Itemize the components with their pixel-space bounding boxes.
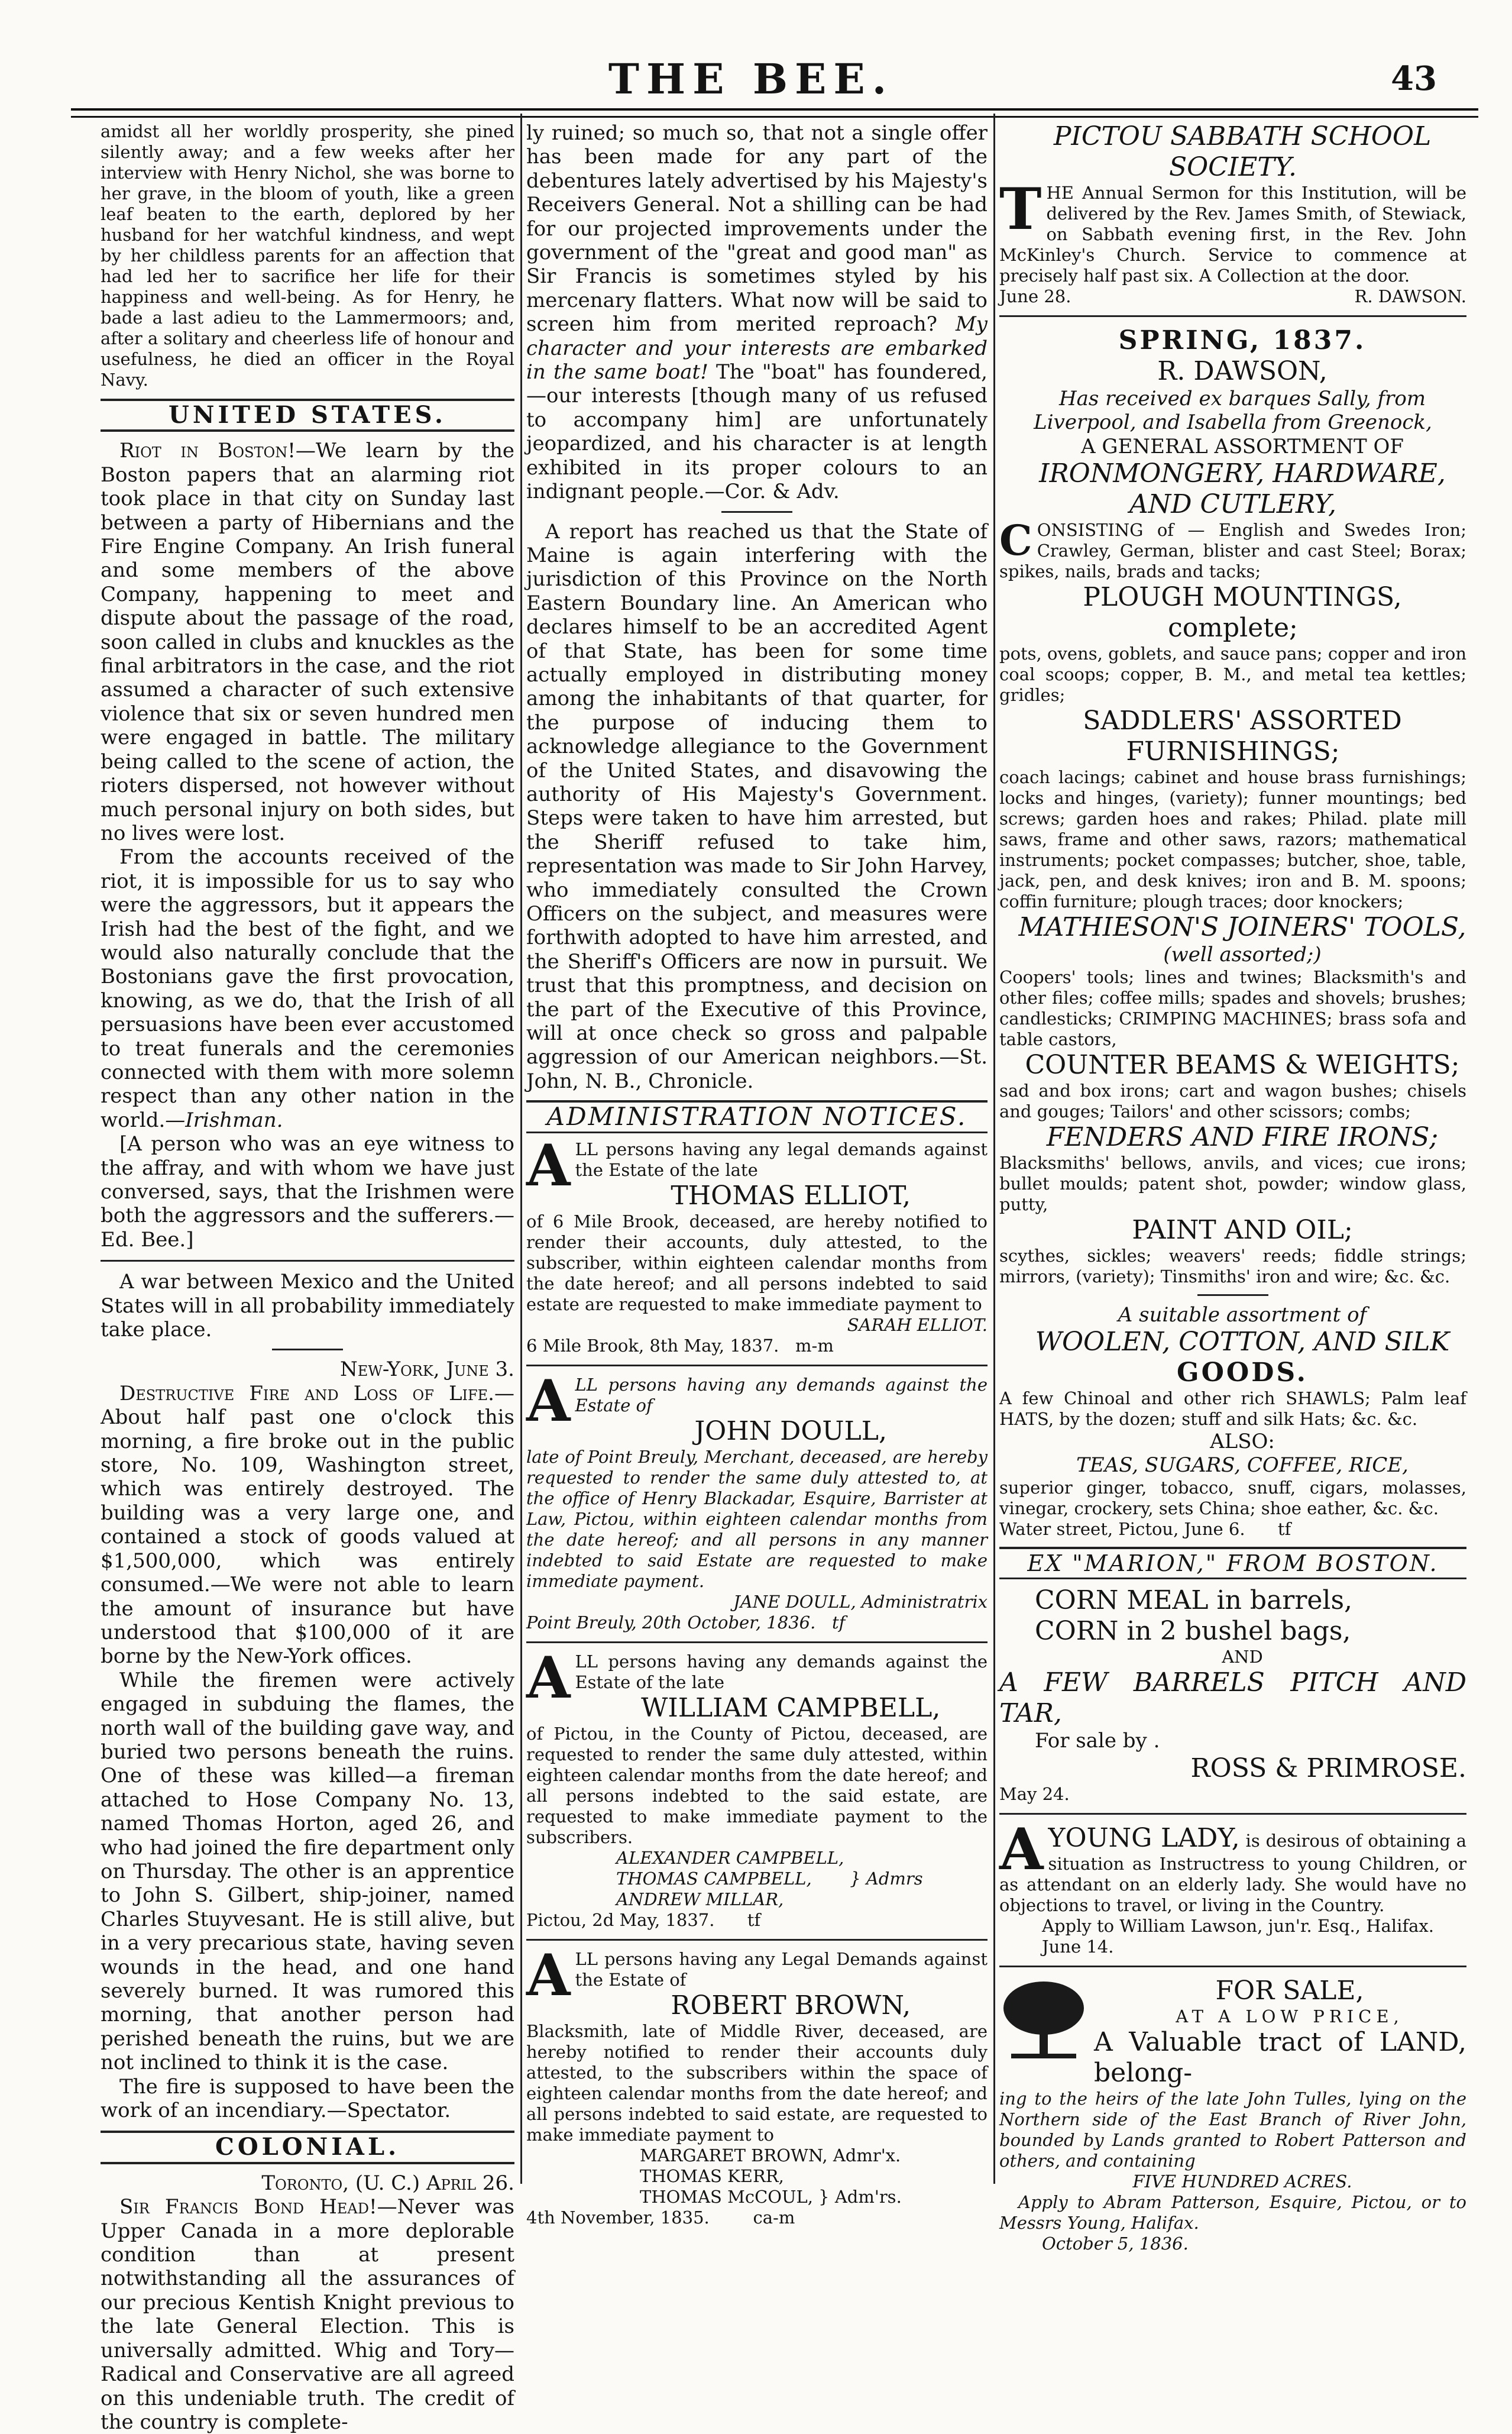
goods-heading: GOODS.	[1177, 1357, 1308, 1388]
fire-article	[101, 1382, 514, 1669]
tree-icon	[999, 1976, 1088, 2064]
for-sale-apply: Apply to Abram Patterson, Esquire, Pictou, or to Messrs Young, Halifax.	[999, 2191, 1466, 2233]
notice-body: of Pictou, in the County of Pictou, deceased, are requested to render the same duly attested, within eighteen calendar months from the date hereof; and all persons indebted to the said estate, are requested to make immediate payment to the subscribers.	[526, 1723, 988, 1847]
page-number: 43	[1391, 59, 1437, 98]
for-sale-lead: A Valuable tract of LAND, belong-	[1094, 2026, 1466, 2088]
divider	[272, 1349, 343, 1350]
acres: FIVE HUNDRED ACRES.	[1132, 2171, 1352, 2191]
deceased-name: ROBERT BROWN,	[671, 1990, 911, 2021]
maine-article: A report has reached us that the State of Maine is again interfering with the jurisdiction of this Province on the North Eastern Boundary line. An American who declares himself to be an accredited Agent of that State, has been for some time actually employed in distributing money among the inhabitants of that quarter, for the purpose of inducing them to acknowledge allegiance to the Government of the United States, and disavowing the authority of His Majesty's Government. Steps were taken to have him arrested, but the Sheriff refused to take him, representation was made to Sir John Harvey, who immediately consulted the Crown Officers on the subject, and measures were forthwith adopted to have him arrested, and the Sheriff's Officers are now in pursuit. We trust that this promptness, and decision on the part of the Executive of this Province, will at once check so gross and palpable aggression of our American neighbors.—St. John, N. B., Chronicle.	[526, 519, 988, 1093]
drop-cap: C	[999, 516, 1032, 565]
young-lady-body: is desirous of obtaining a situation as Instructress to young Children, or as attendant on an elderly lady. She would have no objections to travel, or living in the Country.	[999, 1830, 1466, 1915]
divider	[1197, 1294, 1268, 1296]
signatory-name: THOMAS McCOUL,	[640, 2186, 813, 2207]
notice-intro: LL persons having any demands against the Estate of	[575, 1374, 988, 1415]
notice-elliot	[526, 1132, 988, 1356]
corn-bags: CORN in 2 bushel bags,	[1035, 1616, 1351, 1647]
signatory: THOMAS McCOUL, } Adm'rs.	[640, 2186, 902, 2207]
editor-note: [A person who was an eye witness to the affray, and with whom we have just conversed, says, that the Irishmen were both the aggressors and the sufferers.—Ed. Bee.]	[101, 1132, 514, 1252]
riot-source: —Irishman.	[165, 1108, 283, 1132]
water-street-mark: tf	[1277, 1518, 1291, 1539]
paint-items: scythes, sickles; weavers' reeds; fiddle strings; mirrors, (variety); Tinsmiths' iron and wire; &c. &c.	[999, 1245, 1466, 1287]
young-lady-date: June 14.	[1042, 1936, 1114, 1957]
notice-date	[526, 2207, 988, 2228]
bond-headline: Sir Francis Bond Head!	[119, 2195, 377, 2219]
young-lady-text	[999, 1815, 1466, 1916]
drop-cap: T	[999, 176, 1042, 243]
continuation-text-2: The "boat" has foundered,—our interests [though many of us refused to accompany him] are unfortunately jeopardized, and his character is at length exhibited in its proper colours to an indignant people.—Cor. & Adv.	[526, 360, 988, 504]
notice-date-text: 6 Mile Brook, 8th May, 1837.	[526, 1335, 779, 1356]
notice-signature: SARAH ELLIOT.	[847, 1314, 988, 1335]
notice-date	[526, 1612, 988, 1633]
spring-heading: SPRING, 1837.	[1118, 325, 1367, 355]
notice-date-text: Point Breuly, 20th October, 1836.	[526, 1612, 816, 1633]
ny-dateline: New-York, June 3.	[339, 1357, 514, 1382]
riot-article	[101, 439, 514, 845]
divider	[526, 1641, 988, 1643]
suitable-line: A suitable assortment of	[1118, 1302, 1367, 1327]
water-street-text: Water street, Pictou, June 6.	[999, 1518, 1245, 1539]
paint-heading: PAINT AND OIL;	[1132, 1214, 1353, 1245]
consisting-block	[999, 516, 1466, 582]
notice-intro: LL persons having any legal demands against the Estate of the late	[575, 1139, 988, 1180]
divider	[999, 1966, 1466, 1967]
sabbath-footer	[999, 286, 1466, 307]
saddlers-items: coach lacings; cabinet and house brass furnishings; locks and hinges, (variety); funner mountings; bed screws; garden hoes and rakes; Philad. plate mill saws, frame and other saws, razors; mathematical instruments; pocket compasses; butcher, shoe, table, jack, pen, and desk knives; iron and B. M. spoons; coffin furniture; plough traces; door knockers;	[999, 767, 1466, 912]
joiners-sub: (well assorted;)	[1163, 943, 1322, 967]
column-divider	[520, 114, 522, 2184]
deceased-name: THOMAS ELLIOT,	[671, 1180, 911, 1211]
notice-mark: ca-m	[753, 2207, 795, 2228]
fenders-items: Blacksmiths' bellows, anvils, and vices; cue irons; bullet moulds; patent shot, powder; window glass, putty,	[999, 1152, 1466, 1214]
signatory: THOMAS CAMPBELL, } Admrs	[616, 1868, 923, 1889]
bond-head-article	[101, 2195, 514, 2434]
notice-body: late of Point Breuly, Merchant, deceased, are hereby requested to render the same duly attested to, at the office of Henry Blackadar, Esquire, Barrister at Law, Pictou, within eighteen calendar months from the date hereof; and all persons in any manner indebted to said Estate are requested to make immediate payment.	[526, 1446, 988, 1591]
fire-paragraph-3: The fire is supposed to have been the work of an incendiary.—Spectator.	[101, 2074, 514, 2123]
ross-primrose: ROSS & PRIMROSE.	[1190, 1753, 1466, 1783]
plough-heading: PLOUGH MOUNTINGS, complete;	[1083, 582, 1402, 644]
signatory-role: Admrs	[866, 1868, 923, 1889]
riot-text: —We learn by the Boston papers that an alarming riot took place in that city on Sunday last between a party of Hibernians and the Fire Engine Company. An Irish funeral and some members of the above Company, happening to meet and dispute about the passage of the road, soon called in clubs and knuckles as the final arbitrators in the case, and the riot assumed a character of such extensive violence that six or seven hundred men were engaged in battle. The military being called to the scene of action, the rioters dispersed, not however without much personal injury on both sides, but no lives were lost.	[101, 439, 514, 845]
for-sale-body: ing to the heirs of the late John Tulles, lying on the Northern side of the East Branch of River John, bounded by Lands granted to Robert Patterson and others, and containing	[999, 2088, 1466, 2171]
newspaper-title: THE BEE.	[608, 54, 894, 104]
notice-mark: tf	[747, 1909, 761, 1930]
for-sale-heading: FOR SALE,	[1215, 1975, 1364, 2006]
merchant-name: R. DAWSON,	[1157, 356, 1328, 386]
fire-paragraph-2: While the firemen were actively engaged in subduing the flames, the north wall of the building gave way, and buried two persons beneath the ruins. One of these was killed—a fireman attached to Hose Company No. 13, named Thomas Horton, aged 26, and who had joined the fire department only on Thursday. The other is an apprentice to John S. Gilbert, ship-joiner, named Charles Stuyvesant. He is still alive, but in a very precarious state, having seven wounds in the head, and one hand severely burned. It was rumored this morning, that another person had perished beneath the ruins, but we are not inclined to think it is the case.	[101, 1668, 514, 2075]
notice-date-text: 4th November, 1835.	[526, 2207, 710, 2228]
notice-date	[526, 1910, 988, 1931]
joiners-heading: MATHIESON'S JOINERS' TOOLS,	[1018, 912, 1466, 943]
corn-meal: CORN MEAL in barrels,	[1035, 1585, 1353, 1616]
masthead	[65, 54, 1437, 111]
notice-body: of 6 Mile Brook, deceased, are hereby notified to render their accounts, duly attested, to the subscriber, within eighteen calendar months from the date hereof; and all persons indebted to said estate are requested to make immediate payment to	[526, 1211, 988, 1314]
for-sale-by: For sale by .	[1035, 1729, 1160, 1753]
signatory: MARGARET BROWN, Admr'x.	[640, 2145, 901, 2165]
sabbath-date: June 28.	[999, 286, 1071, 306]
cargo-note: Has received ex barques Sally, from Liverpool, and Isabella from Greenock,	[1034, 387, 1432, 435]
drop-cap: A	[526, 1644, 571, 1711]
notice-date	[526, 1336, 988, 1356]
notice-campbell	[526, 1644, 988, 1931]
section-heading-colonial: COLONIAL.	[101, 2131, 514, 2164]
divider	[101, 1260, 514, 1262]
riot-paragraph-2	[101, 845, 514, 1132]
marion-heading: EX "MARION," FROM BOSTON.	[999, 1547, 1466, 1579]
signatory: ANDREW MILLAR,	[616, 1889, 784, 1909]
continuation-italic: My character and your interests are embarked in the same boat!	[526, 312, 988, 384]
riot-p2-text: From the accounts received of the riot, it is impossible for us to say who were the aggressors, but it appears the Irish had the best of the fight, and we would also naturally conclude that the Bostonians gave the first provocation, knowing, as we do, that the Irish of all persuasions have been ever accustomed to treat funerals and the ceremonies connected with them with more solemn respect than any other nation in the world.	[101, 845, 514, 1132]
column-2	[526, 121, 988, 2228]
drop-cap: A	[526, 1367, 571, 1434]
signatory-role: Adm'rs.	[834, 2186, 902, 2207]
divider	[999, 315, 1466, 317]
low-price: AT A LOW PRICE,	[1176, 2006, 1404, 2026]
consisting-text: ONSISTING of — English and Swedes Iron; Crawley, German, blister and cast Steel; Borax; spikes, nails, brads and tacks;	[999, 520, 1466, 582]
for-sale-notice	[999, 1976, 1466, 2254]
counter-heading: COUNTER BEAMS & WEIGHTS;	[1025, 1049, 1460, 1080]
notice-mark: m-m	[795, 1335, 834, 1356]
drop-cap: A	[999, 1815, 1044, 1883]
saddlers-heading: SADDLERS' ASSORTED FURNISHINGS;	[1083, 706, 1402, 767]
notice-body: Blacksmith, late of Middle River, deceased, are hereby notified to render their accounts duly attested, to the subscribers within the space of eighteen calendar months from the date hereof; and all persons indebted to said estate, are requested to make immediate payment to	[526, 2021, 988, 2145]
deceased-name: WILLIAM CAMPBELL,	[641, 1692, 941, 1723]
pitch-tar: A FEW BARRELS PITCH AND TAR,	[999, 1667, 1466, 1729]
fire-headline: Destructive Fire and Loss of Life.	[119, 1381, 494, 1405]
sabbath-notice	[999, 176, 1466, 307]
mexico-item: A war between Mexico and the United States will in all probability immediately take place.	[101, 1270, 514, 1342]
fenders-heading: FENDERS AND FIRE IRONS;	[1046, 1121, 1439, 1152]
young-lady-notice	[999, 1815, 1466, 1957]
notice-mark: tf	[831, 1612, 846, 1633]
assortment-line: A GENERAL ASSORTMENT OF	[1081, 434, 1404, 458]
notice-date-text: Pictou, 2d May, 1837.	[526, 1909, 715, 1930]
bond-text: —Never was Upper Canada in a more deplorable condition than at present notwithstanding all the assurances of our precious Kentish Knight previous to the late General Election. This is universally admitted. Whig and Tory—Radical and Conservative are all agreed on this undeniable truth. The credit of the country is complete-	[101, 2195, 514, 2434]
teas-items: superior ginger, tobacco, snuff, cigars, molasses, vinegar, crockery, sets China; shoe eather, &c. &c.	[999, 1477, 1466, 1518]
sabbath-signature: R. DAWSON.	[1354, 286, 1466, 306]
section-heading-united-states: UNITED STATES.	[101, 399, 514, 432]
story-continuation: amidst all her worldly prosperity, she pined silently away; and a few weeks after her interview with Henry Nichol, she was borne to her grave, in the bloom of youth, like a green leaf beaten to the earth, deplored by her husband for her watchful kindness, and wept by her childless parents for an affection that had led her to sacrifice her life for their happiness and well-being. As for Henry, he bade a last adieu to the Lammermoors; and, after a solitary and cheerless life of honour and usefulness, he died an officer in the Royal Navy.	[101, 121, 514, 390]
young-lady-lead: YOUNG LADY,	[1048, 1822, 1240, 1853]
continuation-text: ly ruined; so much so, that not a single offer has been made for any part of the debentures lately advertised by his Majesty's Receivers General. Not a shilling can be had for our projected improvements under the government of the "great and good man" as Sir Francis is sometimes styled by his mercenary flatters. What now will be said to screen him from merited reproach?	[526, 121, 988, 337]
also-line: ALSO:	[1210, 1430, 1275, 1454]
teas-heading: TEAS, SUGARS, COFFEE, RICE,	[1076, 1453, 1409, 1478]
drop-cap: A	[526, 1941, 571, 2009]
toronto-dateline: Toronto, (U. C.) April 26.	[261, 2171, 514, 2195]
for-sale-date: October 5, 1836.	[1042, 2233, 1189, 2254]
column-3	[999, 121, 1466, 2254]
drop-cap: A	[526, 1132, 571, 1199]
notice-intro: LL persons having any demands against the Estate of the late	[575, 1651, 988, 1692]
colonial-continuation	[526, 121, 988, 504]
notice-doull	[526, 1367, 988, 1633]
notice-signature: JANE DOULL, Administratrix	[733, 1591, 988, 1612]
fire-text: —About half past one o'clock this morning, a fire broke out in the public store, No. 109, Washington street, which was entirely destroyed. The building was a very large one, and contained a stock of goods valued at $1,500,000, which was entirely consumed.—We were not able to learn the amount of insurance but have understood that $100,000 of it are borne by the New-York offices.	[101, 1381, 514, 1669]
notice-intro: LL persons having any Legal Demands against the Estate of	[575, 1948, 988, 1990]
deceased-name: JOHN DOULL,	[694, 1415, 887, 1446]
joiners-items: Coopers' tools; lines and twines; Blacksmith's and other files; coffee mills; spades and shovels; brushes; candlesticks; CRIMPING MACHINES; brass sofa and table castors,	[999, 967, 1466, 1049]
counter-items: sad and box irons; cart and wagon bushes; chisels and gouges; Tailors' and other scissors; combs;	[999, 1080, 1466, 1121]
divider	[721, 511, 792, 513]
column-divider	[993, 114, 995, 2184]
may-24: May 24.	[999, 1783, 1070, 1804]
signatory-name: THOMAS CAMPBELL,	[616, 1868, 812, 1889]
column-1	[101, 121, 514, 2434]
divider	[526, 1365, 988, 1366]
riot-headline: Riot in Boston!	[119, 439, 296, 463]
notice-brown	[526, 1941, 988, 2228]
and-line: AND	[1222, 1647, 1263, 1667]
signatory: ALEXANDER CAMPBELL,	[616, 1847, 844, 1868]
ironmongery-heading: IRONMONGERY, HARDWARE, AND CUTLERY,	[1039, 458, 1446, 520]
masthead-rule	[71, 108, 1478, 118]
young-lady-apply: Apply to William Lawson, jun'r. Esq., Halifax.	[1042, 1915, 1434, 1936]
woolen-heading: WOOLEN, COTTON, AND SILK	[1035, 1327, 1450, 1357]
plough-items: pots, ovens, goblets, and sauce pans; copper and iron coal scoops; copper, B. M., and metal tea kettles; gridles;	[999, 644, 1466, 706]
shawls-line: A few Chinoal and other rich SHAWLS; Palm leaf HATS, by the dozen; stuff and silk Hats; &c. &c.	[999, 1388, 1466, 1430]
sabbath-school-heading: PICTOU SABBATH SCHOOL SOCIETY.	[1053, 121, 1432, 182]
signatory: THOMAS KERR,	[640, 2165, 784, 2186]
divider	[526, 1939, 988, 1941]
section-heading-administration-notices: ADMINISTRATION NOTICES.	[526, 1100, 988, 1133]
sabbath-body: HE Annual Sermon for this Institution, will be delivered by the Rev. James Smith, of Stewiack, on Sabbath evening first, in the Rev. John McKinley's Church. Service to commence at precisely half past six. A Collection at the door.	[999, 183, 1466, 286]
water-street	[999, 1519, 1466, 1540]
divider	[999, 1813, 1466, 1815]
